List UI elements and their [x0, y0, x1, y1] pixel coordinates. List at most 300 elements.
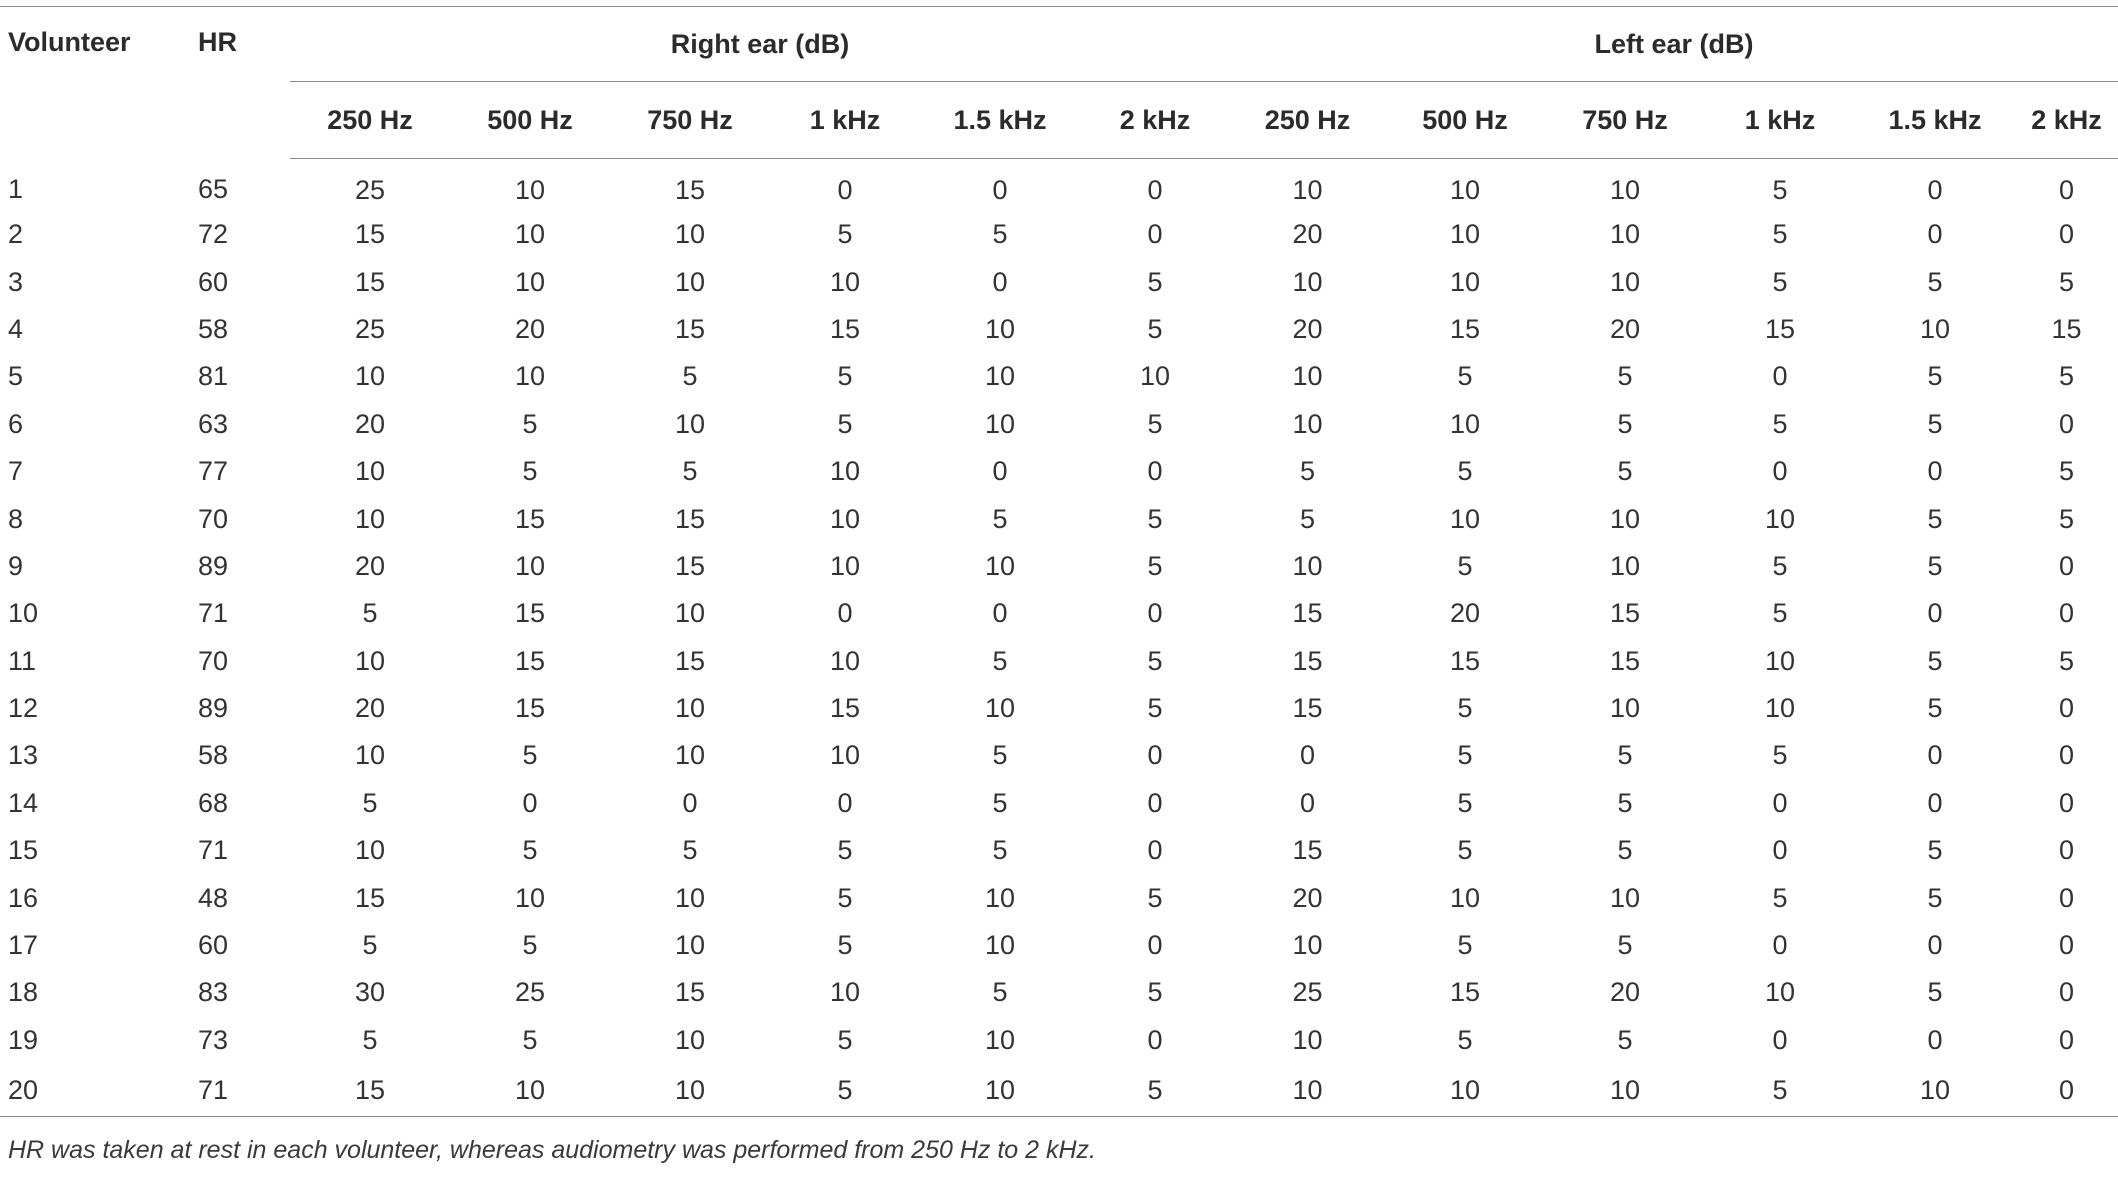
cell-left-ear: 15 [2051, 313, 2082, 344]
cell-left-ear: 0 [2058, 740, 2075, 771]
cell-left-ear: 5 [1927, 550, 1943, 581]
cell-left-ear: 10 [1449, 503, 1481, 534]
cell-right-ear: 0 [1147, 1024, 1163, 1055]
cell-volunteer: 8 [8, 503, 24, 534]
cell-left-ear: 0 [1772, 456, 1788, 487]
cell-volunteer: 19 [8, 1024, 39, 1055]
column-header-right-freq: 500 Hz [450, 82, 610, 159]
cell-right-ear: 0 [837, 174, 853, 205]
cell-left-ear: 5 [1457, 456, 1473, 487]
cell-right-ear: 10 [674, 740, 706, 771]
cell-right-ear: 5 [992, 219, 1008, 250]
cell-right-ear: 10 [984, 693, 1016, 724]
cell-left-ear: 15 [1292, 598, 1323, 629]
column-header-volunteer: Volunteer [0, 7, 190, 159]
cell-left-ear: 10 [1449, 266, 1481, 297]
cell-left-ear: 5 [2058, 645, 2075, 676]
cell-left-ear: 5 [2058, 266, 2075, 297]
cell-right-ear: 10 [984, 408, 1016, 439]
cell-hr: 60 [198, 266, 229, 297]
cell-right-ear: 5 [1147, 313, 1163, 344]
cell-left-ear: 0 [1299, 787, 1316, 818]
cell-right-ear: 10 [829, 550, 861, 581]
table-row [0, 306, 2118, 353]
cell-left-ear: 5 [1299, 503, 1316, 534]
table-row [0, 874, 2118, 921]
cell-right-ear: 5 [522, 408, 538, 439]
cell-left-ear: 5 [1772, 882, 1788, 913]
cell-right-ear: 5 [362, 598, 378, 629]
cell-left-ear: 0 [2058, 1024, 2075, 1055]
cell-hr: 70 [198, 645, 229, 676]
cell-left-ear: 10 [1764, 977, 1796, 1008]
cell-left-ear: 5 [1617, 740, 1633, 771]
cell-right-ear: 5 [682, 835, 698, 866]
cell-right-ear: 5 [837, 408, 853, 439]
cell-left-ear: 5 [1617, 787, 1633, 818]
cell-left-ear: 0 [2058, 787, 2075, 818]
cell-right-ear: 5 [992, 787, 1008, 818]
cell-right-ear: 10 [354, 835, 386, 866]
cell-left-ear: 5 [1927, 361, 1943, 392]
cell-left-ear: 15 [1609, 598, 1641, 629]
cell-hr: 58 [198, 313, 229, 344]
cell-right-ear: 0 [1147, 930, 1163, 961]
cell-volunteer: 3 [8, 266, 24, 297]
cell-right-ear: 0 [1147, 598, 1163, 629]
table-row [0, 780, 2118, 827]
cell-left-ear: 0 [2058, 977, 2075, 1008]
cell-left-ear: 10 [1609, 693, 1641, 724]
cell-left-ear: 0 [1927, 1024, 1943, 1055]
cell-right-ear: 15 [514, 645, 546, 676]
cell-hr: 65 [198, 174, 229, 205]
cell-right-ear: 5 [522, 740, 538, 771]
cell-hr: 70 [198, 503, 229, 534]
cell-right-ear: 10 [674, 219, 706, 250]
cell-right-ear: 25 [514, 977, 546, 1008]
cell-left-ear: 0 [1299, 740, 1316, 771]
column-group-right-ear [290, 7, 1230, 82]
audiometry-table [0, 6, 2118, 1117]
column-header-left-freq: 1.5 kHz [1855, 82, 2015, 159]
cell-left-ear: 0 [1927, 740, 1943, 771]
cell-right-ear: 15 [674, 645, 706, 676]
cell-right-ear: 10 [829, 977, 861, 1008]
cell-right-ear: 0 [1147, 456, 1163, 487]
cell-right-ear: 0 [837, 598, 853, 629]
cell-left-ear: 0 [2058, 930, 2075, 961]
column-header-left-freq: 500 Hz [1385, 82, 1545, 159]
left-ear-label: Left ear (dB) [1594, 28, 1754, 59]
column-group-left-ear [1230, 7, 2118, 82]
cell-hr: 68 [198, 787, 229, 818]
cell-left-ear: 0 [1927, 787, 1943, 818]
cell-hr: 71 [190, 1064, 290, 1117]
table-row [0, 969, 2118, 1016]
cell-right-ear: 0 [992, 456, 1008, 487]
right-ear-label: Right ear (dB) [670, 28, 850, 59]
cell-right-ear: 10 [984, 313, 1016, 344]
cell-left-ear: 15 [1449, 977, 1481, 1008]
cell-right-ear: 5 [992, 645, 1008, 676]
cell-right-ear: 5 [1147, 977, 1163, 1008]
cell-right-ear: 30 [354, 977, 386, 1008]
cell-left-ear: 20 [1292, 313, 1323, 344]
cell-right-ear: 25 [354, 174, 386, 205]
cell-left-ear: 10 [1385, 1064, 1545, 1117]
header-row-frequencies [0, 82, 2118, 159]
column-header-right-freq: 250 Hz [290, 82, 450, 159]
header-row-groups [0, 7, 2118, 82]
cell-right-ear: 10 [674, 693, 706, 724]
cell-right-ear: 0 [1147, 219, 1163, 250]
cell-left-ear: 5 [1705, 1064, 1855, 1117]
table-row [0, 159, 2118, 212]
cell-left-ear: 15 [1764, 313, 1796, 344]
cell-right-ear: 5 [837, 835, 853, 866]
cell-right-ear: 5 [522, 835, 538, 866]
column-header-hr: HR [190, 7, 290, 159]
cell-left-ear: 10 [1609, 174, 1641, 205]
table-row [0, 495, 2118, 542]
cell-left-ear: 10 [1609, 882, 1641, 913]
cell-right-ear: 5 [1147, 882, 1163, 913]
cell-volunteer: 14 [8, 787, 39, 818]
cell-right-ear: 10 [514, 361, 546, 392]
cell-right-ear: 5 [837, 930, 853, 961]
cell-volunteer: 13 [8, 740, 39, 771]
cell-right-ear: 5 [1147, 693, 1163, 724]
cell-hr: 63 [198, 408, 229, 439]
cell-left-ear: 5 [1927, 977, 1943, 1008]
cell-left-ear: 15 [1292, 693, 1323, 724]
cell-right-ear: 0 [1147, 740, 1163, 771]
cell-right-ear: 10 [514, 219, 546, 250]
cell-left-ear: 5 [1617, 930, 1633, 961]
cell-right-ear: 5 [362, 787, 378, 818]
cell-right-ear: 20 [514, 313, 546, 344]
cell-volunteer: 20 [0, 1064, 190, 1117]
cell-left-ear: 0 [1772, 787, 1788, 818]
cell-right-ear: 10 [920, 1064, 1080, 1117]
table-row [0, 353, 2118, 400]
cell-left-ear: 0 [1772, 835, 1788, 866]
cell-right-ear: 5 [837, 882, 853, 913]
cell-right-ear: 10 [354, 361, 386, 392]
cell-left-ear: 0 [1772, 1024, 1788, 1055]
cell-left-ear: 0 [2015, 1064, 2118, 1117]
cell-right-ear: 10 [354, 503, 386, 534]
cell-left-ear: 15 [1609, 645, 1641, 676]
column-header-left-freq: 750 Hz [1545, 82, 1705, 159]
column-header-left-freq: 1 kHz [1705, 82, 1855, 159]
cell-right-ear: 5 [992, 740, 1008, 771]
cell-right-ear: 15 [514, 503, 546, 534]
cell-right-ear: 10 [984, 882, 1016, 913]
cell-left-ear: 5 [1772, 550, 1788, 581]
cell-left-ear: 20 [1609, 313, 1641, 344]
cell-left-ear: 10 [1609, 503, 1641, 534]
cell-left-ear: 5 [1772, 740, 1788, 771]
cell-right-ear: 10 [450, 1064, 610, 1117]
cell-right-ear: 15 [354, 266, 386, 297]
cell-volunteer: 18 [8, 977, 39, 1008]
cell-right-ear: 0 [1147, 174, 1163, 205]
cell-left-ear: 10 [1292, 1024, 1323, 1055]
cell-hr: 60 [198, 930, 229, 961]
cell-left-ear: 5 [1772, 174, 1788, 205]
table-row [0, 258, 2118, 305]
column-header-right-freq: 2 kHz [1080, 82, 1230, 159]
cell-right-ear: 10 [829, 645, 861, 676]
cell-right-ear: 10 [984, 550, 1016, 581]
cell-left-ear: 5 [1617, 456, 1633, 487]
cell-left-ear: 5 [1927, 882, 1943, 913]
cell-left-ear: 10 [1764, 693, 1796, 724]
cell-left-ear: 5 [1457, 550, 1473, 581]
cell-right-ear: 10 [984, 930, 1016, 961]
cell-left-ear: 10 [1919, 313, 1951, 344]
cell-right-ear: 10 [514, 174, 546, 205]
table-row [0, 827, 2118, 874]
cell-left-ear: 10 [1292, 408, 1323, 439]
cell-volunteer: 10 [8, 598, 39, 629]
cell-left-ear: 20 [1292, 882, 1323, 913]
cell-hr: 58 [198, 740, 229, 771]
table-caption: HR was taken at rest in each volunteer, whereas audiometry was performed from 250 Hz to 2 kHz. [8, 1136, 1096, 1164]
cell-right-ear: 10 [829, 266, 861, 297]
cell-right-ear: 20 [354, 550, 386, 581]
cell-right-ear: 10 [674, 408, 706, 439]
cell-left-ear: 5 [2058, 456, 2075, 487]
cell-left-ear: 10 [1292, 266, 1323, 297]
cell-right-ear: 5 [837, 1024, 853, 1055]
cell-left-ear: 10 [1292, 361, 1323, 392]
cell-right-ear: 15 [514, 693, 546, 724]
cell-right-ear: 5 [362, 1024, 378, 1055]
cell-volunteer: 15 [8, 835, 39, 866]
table-body [0, 159, 2118, 1117]
table-row [0, 590, 2118, 637]
cell-right-ear: 5 [992, 503, 1008, 534]
cell-left-ear: 10 [1230, 1064, 1385, 1117]
cell-right-ear: 5 [1147, 408, 1163, 439]
table-row [0, 732, 2118, 779]
cell-right-ear: 15 [829, 693, 861, 724]
cell-right-ear: 0 [522, 787, 538, 818]
cell-right-ear: 5 [1147, 503, 1163, 534]
cell-right-ear: 5 [992, 977, 1008, 1008]
cell-left-ear: 5 [1617, 361, 1633, 392]
cell-left-ear: 5 [1457, 740, 1473, 771]
cell-right-ear: 10 [674, 930, 706, 961]
column-header-left-freq: 2 kHz [2015, 82, 2118, 159]
cell-left-ear: 5 [2058, 361, 2075, 392]
cell-left-ear: 0 [2058, 550, 2075, 581]
cell-right-ear: 15 [354, 882, 386, 913]
table-row [0, 211, 2118, 258]
cell-left-ear: 15 [1292, 835, 1323, 866]
cell-left-ear: 5 [1299, 456, 1316, 487]
cell-left-ear: 5 [2058, 503, 2075, 534]
cell-left-ear: 0 [1927, 174, 1943, 205]
cell-left-ear: 5 [1457, 693, 1473, 724]
cell-right-ear: 15 [674, 503, 706, 534]
cell-right-ear: 10 [514, 550, 546, 581]
cell-hr: 83 [198, 977, 229, 1008]
table-row [0, 922, 2118, 969]
cell-right-ear: 5 [522, 1024, 538, 1055]
cell-volunteer: 2 [8, 219, 24, 250]
cell-left-ear: 5 [1772, 598, 1788, 629]
cell-hr: 72 [198, 219, 229, 250]
cell-left-ear: 5 [1457, 1024, 1473, 1055]
cell-left-ear: 0 [2058, 835, 2075, 866]
cell-right-ear: 5 [837, 361, 853, 392]
cell-left-ear: 10 [1449, 882, 1481, 913]
cell-right-ear: 25 [354, 313, 386, 344]
cell-left-ear: 5 [1457, 835, 1473, 866]
cell-left-ear: 20 [1292, 219, 1323, 250]
cell-right-ear: 5 [992, 835, 1008, 866]
cell-right-ear: 10 [354, 740, 386, 771]
table-row [0, 448, 2118, 495]
cell-left-ear: 5 [1927, 645, 1943, 676]
cell-left-ear: 10 [1609, 219, 1641, 250]
cell-right-ear: 20 [354, 693, 386, 724]
cell-left-ear: 25 [1292, 977, 1323, 1008]
cell-right-ear: 5 [682, 361, 698, 392]
cell-volunteer: 6 [8, 408, 24, 439]
cell-right-ear: 10 [674, 882, 706, 913]
table-row [0, 543, 2118, 590]
cell-right-ear: 15 [290, 1064, 450, 1117]
cell-right-ear: 5 [770, 1064, 920, 1117]
cell-volunteer: 11 [8, 645, 37, 676]
column-header-left-freq: 250 Hz [1230, 82, 1385, 159]
column-header-right-freq: 1 kHz [770, 82, 920, 159]
cell-right-ear: 10 [514, 266, 546, 297]
cell-right-ear: 5 [522, 456, 538, 487]
cell-left-ear: 0 [2058, 219, 2075, 250]
cell-left-ear: 5 [1617, 1024, 1633, 1055]
cell-left-ear: 0 [2058, 598, 2075, 629]
cell-left-ear: 0 [1927, 598, 1943, 629]
cell-left-ear: 10 [1764, 503, 1796, 534]
cell-right-ear: 10 [829, 456, 861, 487]
cell-left-ear: 0 [2058, 408, 2075, 439]
cell-right-ear: 5 [1080, 1064, 1230, 1117]
cell-hr: 71 [198, 835, 229, 866]
cell-right-ear: 10 [610, 1064, 770, 1117]
column-header-right-freq: 750 Hz [610, 82, 770, 159]
table-row [0, 1064, 2118, 1117]
cell-right-ear: 5 [1147, 266, 1163, 297]
cell-right-ear: 5 [362, 930, 378, 961]
cell-left-ear: 5 [1457, 787, 1473, 818]
cell-right-ear: 10 [984, 361, 1016, 392]
cell-left-ear: 20 [1609, 977, 1641, 1008]
cell-left-ear: 10 [1449, 174, 1481, 205]
cell-left-ear: 5 [1772, 266, 1788, 297]
cell-right-ear: 15 [674, 174, 706, 205]
cell-right-ear: 10 [674, 266, 706, 297]
cell-hr: 89 [198, 550, 229, 581]
cell-left-ear: 5 [1927, 266, 1943, 297]
cell-right-ear: 15 [674, 550, 706, 581]
cell-right-ear: 5 [837, 219, 853, 250]
cell-left-ear: 5 [1927, 408, 1943, 439]
cell-right-ear: 20 [354, 408, 386, 439]
cell-right-ear: 0 [1147, 835, 1163, 866]
cell-left-ear: 15 [1449, 313, 1481, 344]
cell-volunteer: 17 [8, 930, 39, 961]
cell-right-ear: 15 [829, 313, 861, 344]
cell-right-ear: 15 [674, 977, 706, 1008]
cell-left-ear: 10 [1609, 550, 1641, 581]
cell-left-ear: 5 [1927, 693, 1943, 724]
cell-left-ear: 5 [1927, 503, 1943, 534]
table-row [0, 638, 2118, 685]
cell-left-ear: 0 [2058, 693, 2075, 724]
cell-right-ear: 0 [682, 787, 698, 818]
cell-left-ear: 0 [2058, 882, 2075, 913]
cell-left-ear: 10 [1764, 645, 1796, 676]
cell-right-ear: 5 [682, 456, 698, 487]
cell-left-ear: 15 [1292, 645, 1323, 676]
cell-volunteer: 1 [8, 174, 24, 205]
cell-left-ear: 0 [1927, 456, 1943, 487]
cell-left-ear: 0 [1927, 219, 1943, 250]
cell-left-ear: 5 [1772, 219, 1788, 250]
cell-left-ear: 10 [1545, 1064, 1705, 1117]
cell-left-ear: 15 [1449, 645, 1481, 676]
cell-left-ear: 10 [1292, 174, 1323, 205]
cell-right-ear: 15 [514, 598, 546, 629]
cell-left-ear: 5 [1617, 408, 1633, 439]
cell-right-ear: 5 [1147, 645, 1163, 676]
cell-left-ear: 0 [1772, 930, 1788, 961]
cell-hr: 48 [198, 882, 229, 913]
cell-left-ear: 5 [1772, 408, 1788, 439]
table-row [0, 401, 2118, 448]
cell-left-ear: 5 [1457, 361, 1473, 392]
cell-left-ear: 10 [1292, 550, 1323, 581]
cell-right-ear: 15 [354, 219, 386, 250]
cell-right-ear: 10 [514, 882, 546, 913]
cell-right-ear: 10 [674, 1024, 706, 1055]
cell-right-ear: 5 [1147, 550, 1163, 581]
cell-left-ear: 10 [1609, 266, 1641, 297]
cell-right-ear: 0 [992, 598, 1008, 629]
cell-right-ear: 10 [984, 1024, 1016, 1055]
cell-right-ear: 0 [837, 787, 853, 818]
cell-right-ear: 5 [522, 930, 538, 961]
cell-left-ear: 5 [1617, 835, 1633, 866]
cell-left-ear: 10 [1855, 1064, 2015, 1117]
cell-right-ear: 0 [992, 266, 1008, 297]
cell-hr: 71 [198, 598, 229, 629]
cell-right-ear: 10 [354, 645, 386, 676]
cell-left-ear: 10 [1449, 408, 1481, 439]
cell-left-ear: 10 [1449, 219, 1481, 250]
cell-left-ear: 0 [1772, 361, 1788, 392]
cell-volunteer: 12 [8, 693, 39, 724]
cell-volunteer: 5 [8, 361, 24, 392]
cell-left-ear: 20 [1449, 598, 1481, 629]
cell-right-ear: 0 [1147, 787, 1163, 818]
